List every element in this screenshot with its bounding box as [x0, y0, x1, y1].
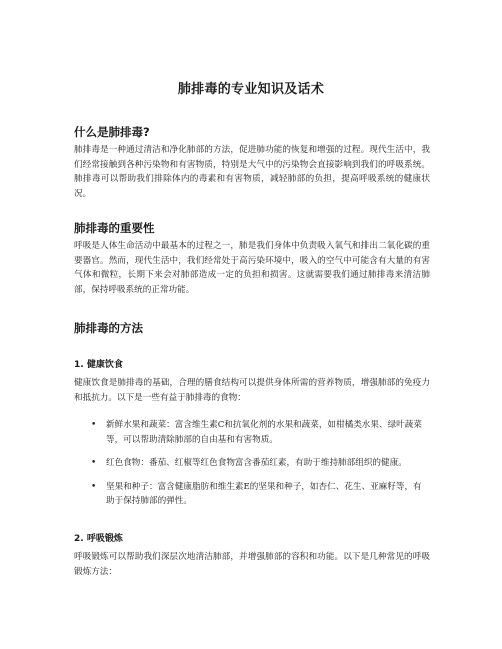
- bullet-icon: •: [91, 420, 97, 430]
- section-heading-what-is: 什么是肺排毒?: [74, 125, 150, 139]
- section-heading-methods: 肺排毒的方法: [74, 321, 143, 335]
- document-title: 肺排毒的专业知识及话术: [177, 82, 325, 97]
- subsection-heading-breathing: 2. 呼吸锻炼: [74, 534, 123, 544]
- list-item-text: 新鲜水果和蔬菜：富含维生素C和抗氧化剂的水果和蔬菜，如柑橘类水果、绿叶蔬菜等，可以帮助清除肺部的自由基和有害物质。: [106, 420, 422, 445]
- section-heading-importance: 肺排毒的重要性: [74, 221, 155, 235]
- list-item: [74, 418, 430, 447]
- diet-food-list: [74, 418, 430, 518]
- list-item-text: 红色食物：番茄、红椒等红色食物富含番茄红素，有助于维持肺部组织的健康。: [106, 458, 407, 468]
- section-body-importance: 呼吸是人体生命活动中最基本的过程之一，肺是我们身体中负责吸入氧气和排出二氧化碳的重要器官。然而，现代生活中，我们经常处于高污染环境中，吸入的空气中可能含有大量的有害气体和微粒，长期下来会对肺部造成一定的负担和损害。这就需要我们通过肺排毒来清洁肺部，保持呼吸系统的正常功能。: [74, 241, 430, 295]
- subsection-heading-diet: 1. 健康饮食: [74, 360, 123, 370]
- subsection-body-breathing: 呼吸锻炼可以帮助我们深层次地清洁肺部，并增强肺部的容积和功能。以下是几种常见的呼吸锻炼方法：: [74, 552, 430, 577]
- section-body-what-is: 肺排毒是一种通过清洁和净化肺部的方法，促进肺功能的恢复和增强的过程。现代生活中，我们经常接触到各种污染物和有害物质，特别是大气中的污染物会直接影响到我们的呼吸系统。肺排毒可以帮助我们排除体内的毒素和有害物质，减轻肺部的负担，提高呼吸系统的健康状况。: [74, 145, 430, 199]
- bullet-icon: •: [91, 481, 97, 492]
- list-item-text: 坚果和种子：富含健康脂肪和维生素E的坚果和种子，如杏仁、花生、亚麻籽等，有助于保持肺部的弹性。: [106, 481, 422, 506]
- list-item: [74, 480, 430, 509]
- list-item: [74, 456, 430, 471]
- subsection-body-diet: 健康饮食是肺排毒的基础，合理的膳食结构可以提供身体所需的营养物质，增强肺部的免疫力和抵抗力。以下是一些有益于肺排毒的食物：: [74, 378, 430, 403]
- bullet-icon: •: [91, 458, 97, 468]
